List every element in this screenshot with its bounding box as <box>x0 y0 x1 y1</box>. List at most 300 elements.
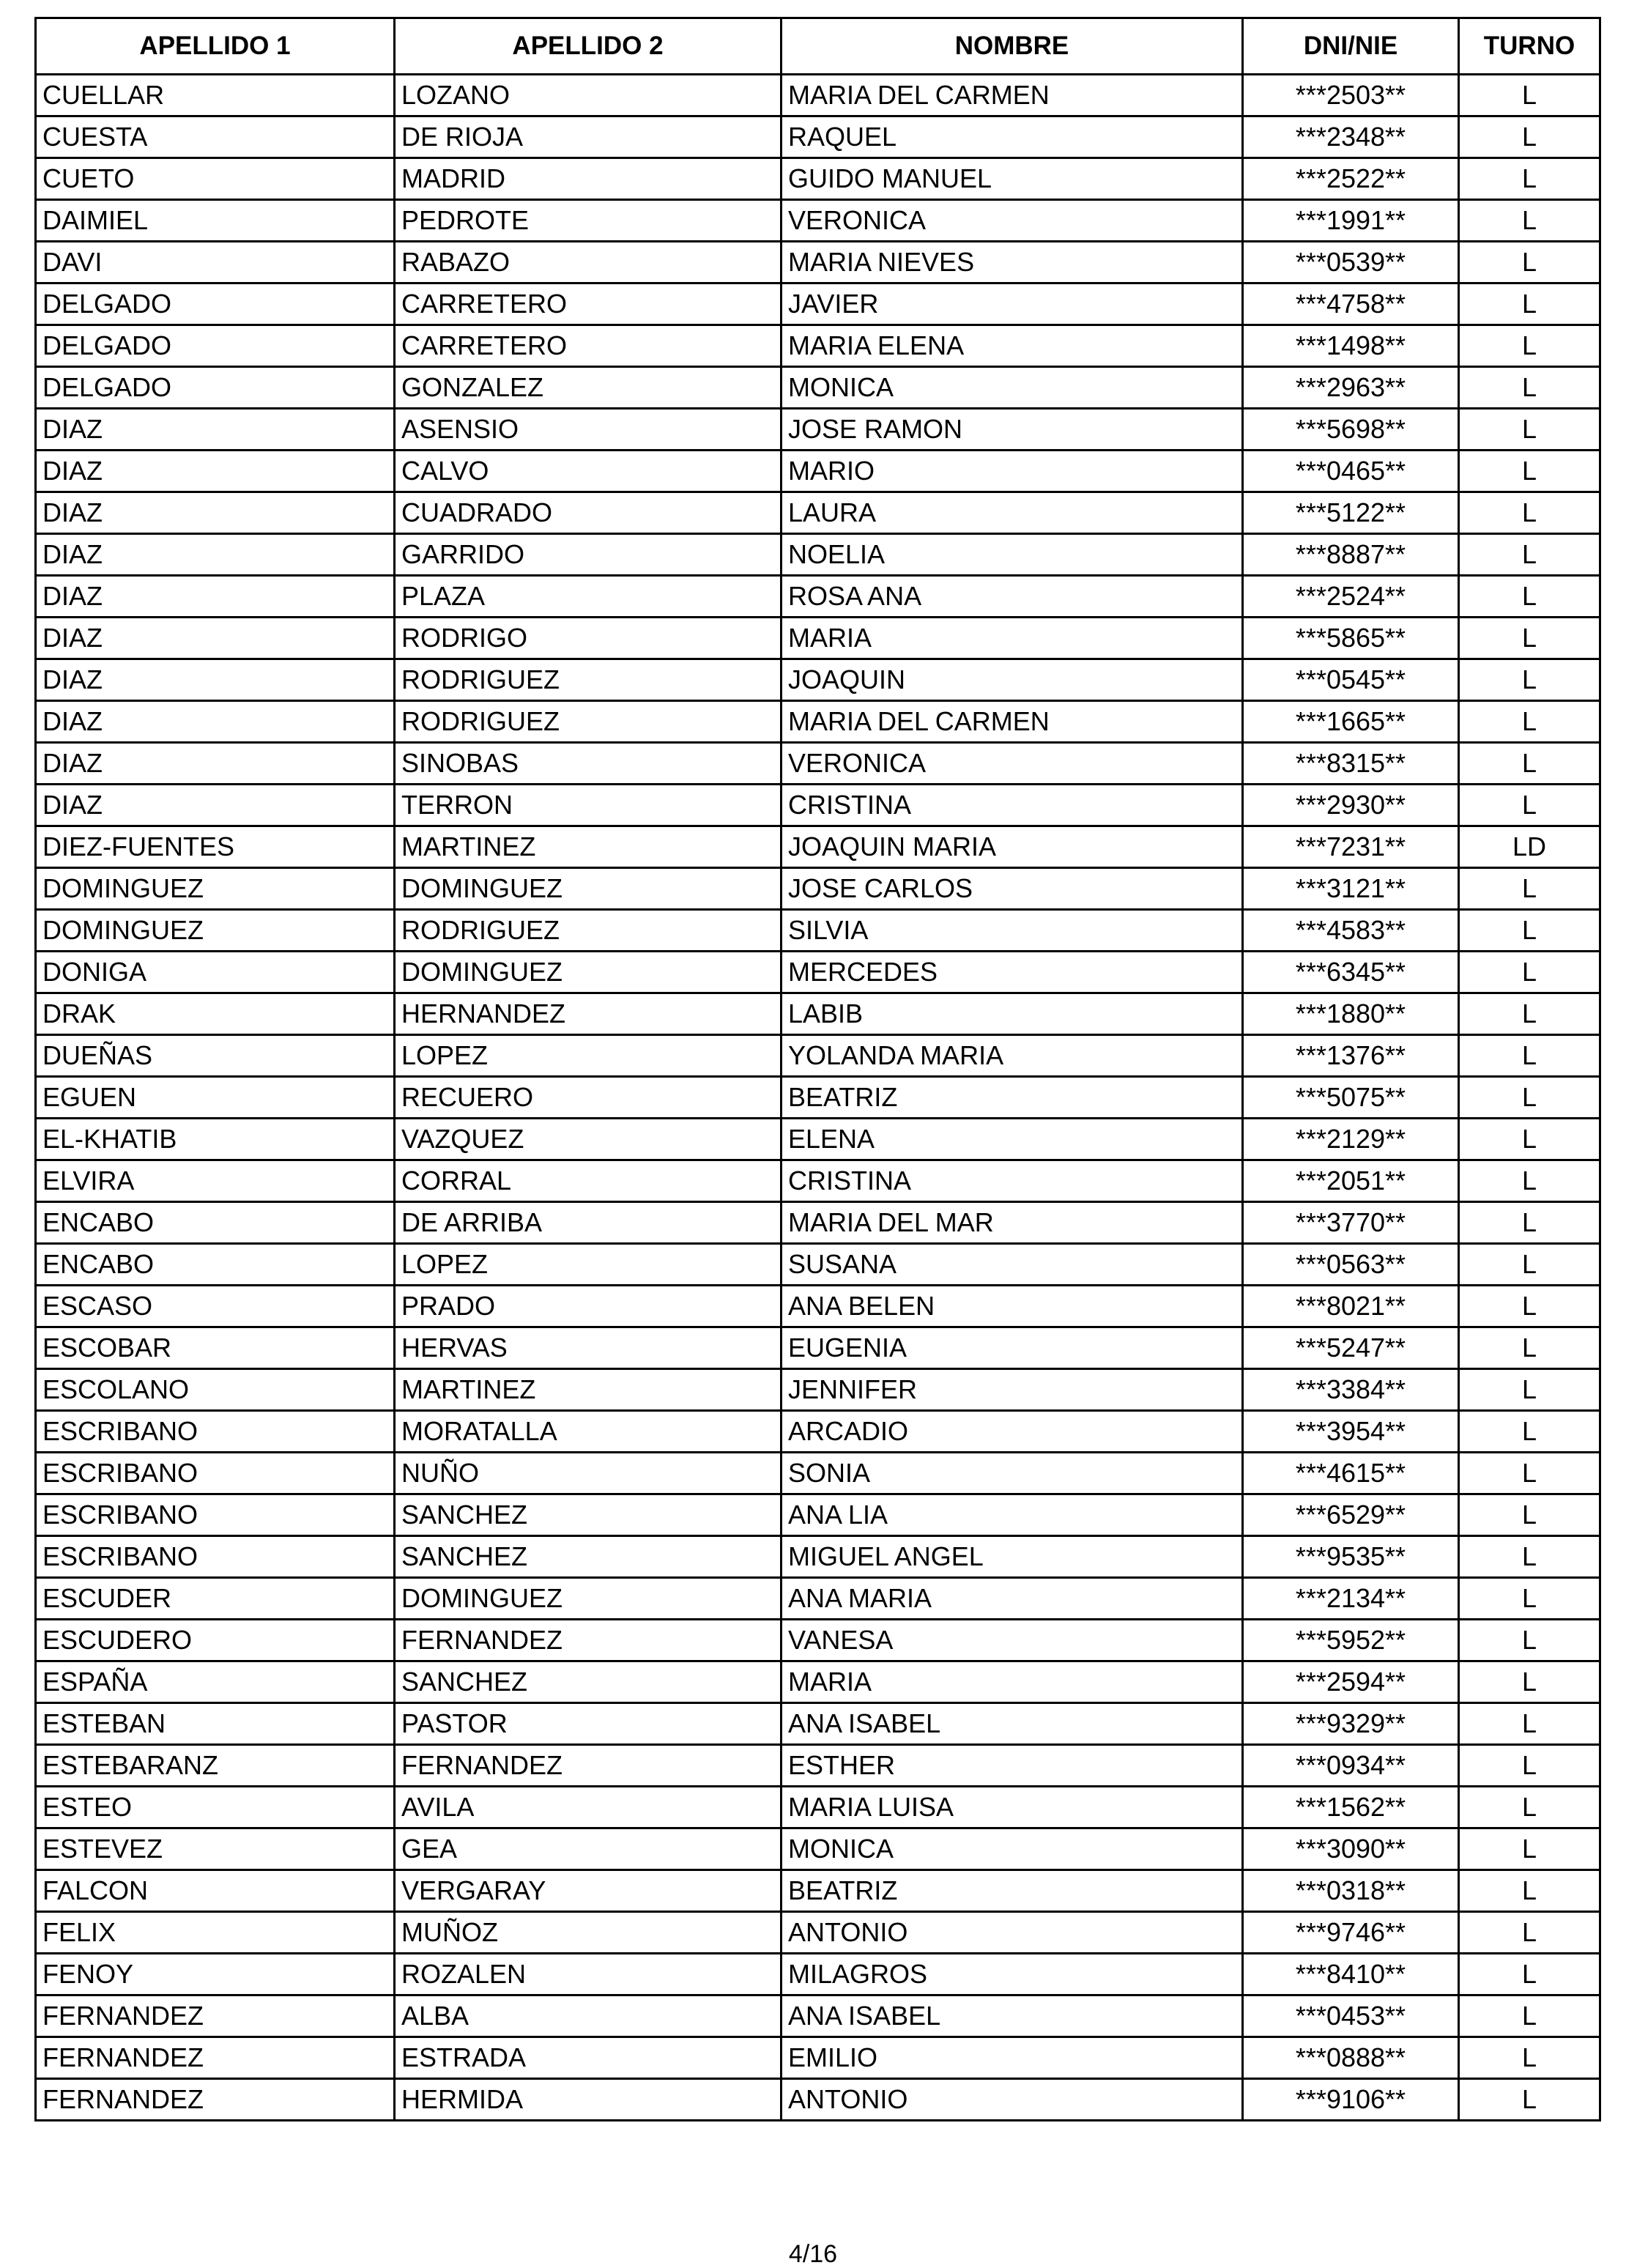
cell-apellido2: CALVO <box>395 451 782 492</box>
cell-turno: L <box>1459 1870 1600 1912</box>
cell-dni-nie: ***3770** <box>1243 1202 1459 1244</box>
cell-apellido1: CUETO <box>36 158 395 200</box>
cell-nombre: EUGENIA <box>782 1327 1243 1369</box>
header-apellido1: APELLIDO 1 <box>36 18 395 75</box>
cell-turno: LD <box>1459 826 1600 868</box>
cell-turno: L <box>1459 743 1600 785</box>
page-number: 4/16 <box>788 2240 838 2268</box>
cell-turno: L <box>1459 2079 1600 2121</box>
cell-nombre: JAVIER <box>782 284 1243 325</box>
table-row <box>36 1536 1600 1578</box>
cell-dni-nie: ***2594** <box>1243 1661 1459 1703</box>
cell-apellido1: FELIX <box>36 1912 395 1954</box>
cell-nombre: EMILIO <box>782 2037 1243 2079</box>
cell-turno: L <box>1459 200 1600 242</box>
cell-dni-nie: ***2129** <box>1243 1119 1459 1160</box>
cell-apellido2: VAZQUEZ <box>395 1119 782 1160</box>
roster-table <box>34 17 1601 2121</box>
cell-nombre: GUIDO MANUEL <box>782 158 1243 200</box>
cell-apellido2: PEDROTE <box>395 200 782 242</box>
cell-apellido2: RECUERO <box>395 1077 782 1119</box>
table-row <box>36 1578 1600 1620</box>
table-row <box>36 952 1600 993</box>
cell-turno: L <box>1459 576 1600 618</box>
cell-apellido1: ESCOBAR <box>36 1327 395 1369</box>
cell-dni-nie: ***8315** <box>1243 743 1459 785</box>
cell-dni-nie: ***2051** <box>1243 1160 1459 1202</box>
table-row <box>36 284 1600 325</box>
cell-turno: L <box>1459 2037 1600 2079</box>
cell-apellido1: DELGADO <box>36 325 395 367</box>
cell-apellido1: ESCUDER <box>36 1578 395 1620</box>
table-row <box>36 1327 1600 1369</box>
cell-apellido2: AVILA <box>395 1787 782 1828</box>
cell-apellido1: DRAK <box>36 993 395 1035</box>
cell-turno: L <box>1459 993 1600 1035</box>
cell-dni-nie: ***3090** <box>1243 1828 1459 1870</box>
table-row <box>36 1870 1600 1912</box>
table-row <box>36 910 1600 952</box>
cell-dni-nie: ***3384** <box>1243 1369 1459 1411</box>
cell-turno: L <box>1459 1787 1600 1828</box>
cell-turno: L <box>1459 1494 1600 1536</box>
cell-turno: L <box>1459 1286 1600 1327</box>
cell-nombre: MARIA LUISA <box>782 1787 1243 1828</box>
cell-apellido2: PRADO <box>395 1286 782 1327</box>
cell-turno: L <box>1459 785 1600 826</box>
cell-turno: L <box>1459 75 1600 116</box>
cell-nombre: ELENA <box>782 1119 1243 1160</box>
cell-nombre: BEATRIZ <box>782 1870 1243 1912</box>
cell-apellido1: DELGADO <box>36 284 395 325</box>
cell-apellido1: DELGADO <box>36 367 395 409</box>
cell-dni-nie: ***0563** <box>1243 1244 1459 1286</box>
cell-dni-nie: ***0318** <box>1243 1870 1459 1912</box>
cell-apellido2: DOMINGUEZ <box>395 952 782 993</box>
cell-nombre: ARCADIO <box>782 1411 1243 1453</box>
cell-dni-nie: ***9746** <box>1243 1912 1459 1954</box>
cell-nombre: MONICA <box>782 367 1243 409</box>
table-row <box>36 325 1600 367</box>
cell-nombre: LAURA <box>782 492 1243 534</box>
cell-dni-nie: ***5952** <box>1243 1620 1459 1661</box>
table-row <box>36 618 1600 659</box>
cell-nombre: ANTONIO <box>782 2079 1243 2121</box>
cell-turno: L <box>1459 910 1600 952</box>
cell-dni-nie: ***2503** <box>1243 75 1459 116</box>
cell-apellido2: RODRIGUEZ <box>395 701 782 743</box>
table-row <box>36 1411 1600 1453</box>
cell-turno: L <box>1459 952 1600 993</box>
cell-apellido1: DIAZ <box>36 785 395 826</box>
table-row <box>36 158 1600 200</box>
cell-dni-nie: ***0539** <box>1243 242 1459 284</box>
cell-dni-nie: ***5247** <box>1243 1327 1459 1369</box>
cell-nombre: ROSA ANA <box>782 576 1243 618</box>
cell-turno: L <box>1459 1578 1600 1620</box>
cell-apellido1: ESCRIBANO <box>36 1494 395 1536</box>
cell-turno: L <box>1459 284 1600 325</box>
cell-apellido1: ESCASO <box>36 1286 395 1327</box>
cell-apellido2: VERGARAY <box>395 1870 782 1912</box>
cell-apellido2: FERNANDEZ <box>395 1620 782 1661</box>
cell-dni-nie: ***3121** <box>1243 868 1459 910</box>
cell-dni-nie: ***2522** <box>1243 158 1459 200</box>
cell-turno: L <box>1459 116 1600 158</box>
cell-turno: L <box>1459 1035 1600 1077</box>
cell-turno: L <box>1459 367 1600 409</box>
cell-apellido2: LOZANO <box>395 75 782 116</box>
cell-apellido2: HERNANDEZ <box>395 993 782 1035</box>
table-row <box>36 1912 1600 1954</box>
cell-turno: L <box>1459 1536 1600 1578</box>
cell-turno: L <box>1459 1411 1600 1453</box>
cell-nombre: MARIO <box>782 451 1243 492</box>
cell-nombre: VERONICA <box>782 200 1243 242</box>
cell-turno: L <box>1459 158 1600 200</box>
cell-apellido2: ROZALEN <box>395 1954 782 1995</box>
cell-apellido1: DIAZ <box>36 409 395 451</box>
cell-dni-nie: ***0453** <box>1243 1995 1459 2037</box>
cell-dni-nie: ***0934** <box>1243 1745 1459 1787</box>
cell-apellido2: CARRETERO <box>395 284 782 325</box>
table-row <box>36 1160 1600 1202</box>
cell-apellido2: SANCHEZ <box>395 1661 782 1703</box>
cell-dni-nie: ***5122** <box>1243 492 1459 534</box>
cell-turno: L <box>1459 492 1600 534</box>
cell-dni-nie: ***5865** <box>1243 618 1459 659</box>
cell-nombre: YOLANDA MARIA <box>782 1035 1243 1077</box>
cell-turno: L <box>1459 1954 1600 1995</box>
cell-nombre: SUSANA <box>782 1244 1243 1286</box>
cell-dni-nie: ***9329** <box>1243 1703 1459 1745</box>
cell-apellido1: EL-KHATIB <box>36 1119 395 1160</box>
cell-apellido2: GARRIDO <box>395 534 782 576</box>
cell-apellido1: FENOY <box>36 1954 395 1995</box>
table-row <box>36 659 1600 701</box>
table-row <box>36 576 1600 618</box>
table-row <box>36 743 1600 785</box>
cell-apellido1: CUELLAR <box>36 75 395 116</box>
cell-dni-nie: ***1991** <box>1243 200 1459 242</box>
table-row <box>36 1077 1600 1119</box>
table-row <box>36 1954 1600 1995</box>
cell-apellido1: ENCABO <box>36 1202 395 1244</box>
cell-dni-nie: ***2348** <box>1243 116 1459 158</box>
cell-nombre: ANA BELEN <box>782 1286 1243 1327</box>
cell-apellido1: ESCRIBANO <box>36 1411 395 1453</box>
cell-dni-nie: ***8887** <box>1243 534 1459 576</box>
cell-apellido2: DE ARRIBA <box>395 1202 782 1244</box>
cell-apellido1: ENCABO <box>36 1244 395 1286</box>
cell-apellido2: RODRIGO <box>395 618 782 659</box>
cell-nombre: ANA LIA <box>782 1494 1243 1536</box>
cell-dni-nie: ***1376** <box>1243 1035 1459 1077</box>
table-row <box>36 367 1600 409</box>
cell-nombre: LABIB <box>782 993 1243 1035</box>
cell-dni-nie: ***3954** <box>1243 1411 1459 1453</box>
cell-apellido1: FALCON <box>36 1870 395 1912</box>
cell-turno: L <box>1459 1661 1600 1703</box>
cell-apellido1: ESCRIBANO <box>36 1536 395 1578</box>
cell-nombre: SILVIA <box>782 910 1243 952</box>
cell-apellido2: CARRETERO <box>395 325 782 367</box>
cell-nombre: MARIA <box>782 618 1243 659</box>
cell-apellido1: ESTEO <box>36 1787 395 1828</box>
cell-apellido1: DIAZ <box>36 618 395 659</box>
cell-apellido1: DIAZ <box>36 534 395 576</box>
table-row <box>36 409 1600 451</box>
cell-dni-nie: ***2930** <box>1243 785 1459 826</box>
table-row <box>36 1035 1600 1077</box>
cell-apellido1: FERNANDEZ <box>36 2037 395 2079</box>
table-row <box>36 1244 1600 1286</box>
cell-apellido2: PASTOR <box>395 1703 782 1745</box>
cell-apellido1: ELVIRA <box>36 1160 395 1202</box>
cell-apellido2: NUÑO <box>395 1453 782 1494</box>
table-row <box>36 1286 1600 1327</box>
cell-apellido2: HERVAS <box>395 1327 782 1369</box>
cell-dni-nie: ***2134** <box>1243 1578 1459 1620</box>
cell-apellido1: DUEÑAS <box>36 1035 395 1077</box>
table-row <box>36 1494 1600 1536</box>
cell-dni-nie: ***5075** <box>1243 1077 1459 1119</box>
cell-nombre: JENNIFER <box>782 1369 1243 1411</box>
cell-dni-nie: ***0545** <box>1243 659 1459 701</box>
cell-apellido2: CUADRADO <box>395 492 782 534</box>
cell-apellido2: TERRON <box>395 785 782 826</box>
cell-apellido2: DE RIOJA <box>395 116 782 158</box>
cell-apellido1: DONIGA <box>36 952 395 993</box>
cell-apellido2: RABAZO <box>395 242 782 284</box>
cell-dni-nie: ***7231** <box>1243 826 1459 868</box>
cell-dni-nie: ***1665** <box>1243 701 1459 743</box>
cell-apellido1: ESPAÑA <box>36 1661 395 1703</box>
cell-nombre: CRISTINA <box>782 785 1243 826</box>
cell-apellido2: ASENSIO <box>395 409 782 451</box>
table-row <box>36 1369 1600 1411</box>
table-row <box>36 75 1600 116</box>
table-row <box>36 1828 1600 1870</box>
cell-apellido2: SANCHEZ <box>395 1494 782 1536</box>
cell-apellido1: ESTEBARANZ <box>36 1745 395 1787</box>
cell-turno: L <box>1459 1912 1600 1954</box>
cell-dni-nie: ***9106** <box>1243 2079 1459 2121</box>
cell-dni-nie: ***8410** <box>1243 1954 1459 1995</box>
cell-dni-nie: ***1498** <box>1243 325 1459 367</box>
cell-apellido1: ESTEBAN <box>36 1703 395 1745</box>
cell-turno: L <box>1459 1995 1600 2037</box>
table-body <box>36 75 1600 2121</box>
cell-dni-nie: ***4583** <box>1243 910 1459 952</box>
cell-apellido1: FERNANDEZ <box>36 1995 395 2037</box>
cell-nombre: NOELIA <box>782 534 1243 576</box>
table-row <box>36 492 1600 534</box>
table-row <box>36 1119 1600 1160</box>
table-row <box>36 242 1600 284</box>
cell-dni-nie: ***1562** <box>1243 1787 1459 1828</box>
cell-dni-nie: ***4615** <box>1243 1453 1459 1494</box>
table-row <box>36 1202 1600 1244</box>
table-row <box>36 2079 1600 2121</box>
cell-turno: L <box>1459 325 1600 367</box>
cell-nombre: ANA ISABEL <box>782 1703 1243 1745</box>
cell-turno: L <box>1459 701 1600 743</box>
cell-turno: L <box>1459 451 1600 492</box>
header-row <box>36 18 1600 75</box>
cell-dni-nie: ***2963** <box>1243 367 1459 409</box>
cell-apellido1: ESCRIBANO <box>36 1453 395 1494</box>
cell-apellido2: FERNANDEZ <box>395 1745 782 1787</box>
table-row <box>36 993 1600 1035</box>
cell-dni-nie: ***1880** <box>1243 993 1459 1035</box>
cell-apellido2: SANCHEZ <box>395 1536 782 1578</box>
cell-apellido2: DOMINGUEZ <box>395 1578 782 1620</box>
cell-turno: L <box>1459 242 1600 284</box>
table-row <box>36 1453 1600 1494</box>
cell-dni-nie: ***9535** <box>1243 1536 1459 1578</box>
table-row <box>36 701 1600 743</box>
cell-nombre: BEATRIZ <box>782 1077 1243 1119</box>
cell-turno: L <box>1459 868 1600 910</box>
cell-turno: L <box>1459 534 1600 576</box>
cell-apellido1: EGUEN <box>36 1077 395 1119</box>
cell-nombre: MARIA DEL CARMEN <box>782 75 1243 116</box>
cell-nombre: MARIA DEL MAR <box>782 1202 1243 1244</box>
table-row <box>36 116 1600 158</box>
cell-apellido2: LOPEZ <box>395 1244 782 1286</box>
table-row <box>36 1620 1600 1661</box>
cell-dni-nie: ***6529** <box>1243 1494 1459 1536</box>
cell-apellido1: DOMINGUEZ <box>36 868 395 910</box>
cell-apellido1: DIAZ <box>36 451 395 492</box>
table-row <box>36 1745 1600 1787</box>
cell-turno: L <box>1459 1244 1600 1286</box>
table-row <box>36 451 1600 492</box>
cell-nombre: MARIA NIEVES <box>782 242 1243 284</box>
cell-apellido2: CORRAL <box>395 1160 782 1202</box>
cell-apellido1: ESTEVEZ <box>36 1828 395 1870</box>
cell-nombre: MIGUEL ANGEL <box>782 1536 1243 1578</box>
cell-apellido1: DIAZ <box>36 701 395 743</box>
table-row <box>36 1703 1600 1745</box>
cell-apellido2: GONZALEZ <box>395 367 782 409</box>
table-row <box>36 868 1600 910</box>
cell-nombre: RAQUEL <box>782 116 1243 158</box>
cell-nombre: ANA ISABEL <box>782 1995 1243 2037</box>
cell-turno: L <box>1459 1453 1600 1494</box>
cell-turno: L <box>1459 1202 1600 1244</box>
cell-turno: L <box>1459 1620 1600 1661</box>
cell-turno: L <box>1459 1327 1600 1369</box>
cell-turno: L <box>1459 1160 1600 1202</box>
cell-apellido1: DIAZ <box>36 576 395 618</box>
cell-nombre: JOAQUIN <box>782 659 1243 701</box>
cell-apellido1: DAVI <box>36 242 395 284</box>
cell-apellido1: FERNANDEZ <box>36 2079 395 2121</box>
cell-nombre: VERONICA <box>782 743 1243 785</box>
cell-nombre: SONIA <box>782 1453 1243 1494</box>
cell-turno: L <box>1459 1703 1600 1745</box>
table-row <box>36 200 1600 242</box>
cell-apellido1: CUESTA <box>36 116 395 158</box>
table-row <box>36 1995 1600 2037</box>
cell-turno: L <box>1459 1077 1600 1119</box>
cell-apellido1: DIAZ <box>36 743 395 785</box>
header-dni-nie: DNI/NIE <box>1243 18 1459 75</box>
cell-turno: L <box>1459 659 1600 701</box>
cell-apellido2: MARTINEZ <box>395 826 782 868</box>
cell-dni-nie: ***4758** <box>1243 284 1459 325</box>
cell-dni-nie: ***2524** <box>1243 576 1459 618</box>
cell-nombre: MARIA DEL CARMEN <box>782 701 1243 743</box>
table-row <box>36 826 1600 868</box>
cell-turno: L <box>1459 1745 1600 1787</box>
cell-dni-nie: ***0465** <box>1243 451 1459 492</box>
table-row <box>36 785 1600 826</box>
header-nombre: NOMBRE <box>782 18 1243 75</box>
cell-turno: L <box>1459 1119 1600 1160</box>
cell-apellido2: MUÑOZ <box>395 1912 782 1954</box>
cell-nombre: MERCEDES <box>782 952 1243 993</box>
cell-apellido2: MADRID <box>395 158 782 200</box>
header-apellido2: APELLIDO 2 <box>395 18 782 75</box>
table-row <box>36 1661 1600 1703</box>
cell-nombre: JOSE CARLOS <box>782 868 1243 910</box>
cell-dni-nie: ***8021** <box>1243 1286 1459 1327</box>
cell-apellido1: ESCUDERO <box>36 1620 395 1661</box>
header-turno: TURNO <box>1459 18 1600 75</box>
cell-apellido2: DOMINGUEZ <box>395 868 782 910</box>
cell-dni-nie: ***6345** <box>1243 952 1459 993</box>
cell-apellido2: MARTINEZ <box>395 1369 782 1411</box>
cell-apellido1: DAIMIEL <box>36 200 395 242</box>
cell-apellido2: LOPEZ <box>395 1035 782 1077</box>
cell-nombre: ANA MARIA <box>782 1578 1243 1620</box>
cell-nombre: MARIA ELENA <box>782 325 1243 367</box>
cell-apellido1: DOMINGUEZ <box>36 910 395 952</box>
cell-dni-nie: ***0888** <box>1243 2037 1459 2079</box>
cell-nombre: JOSE RAMON <box>782 409 1243 451</box>
cell-apellido2: ESTRADA <box>395 2037 782 2079</box>
cell-apellido2: MORATALLA <box>395 1411 782 1453</box>
cell-turno: L <box>1459 1828 1600 1870</box>
cell-nombre: CRISTINA <box>782 1160 1243 1202</box>
cell-apellido2: ALBA <box>395 1995 782 2037</box>
table-row <box>36 1787 1600 1828</box>
cell-apellido2: SINOBAS <box>395 743 782 785</box>
cell-nombre: VANESA <box>782 1620 1243 1661</box>
cell-nombre: ESTHER <box>782 1745 1243 1787</box>
cell-nombre: MARIA <box>782 1661 1243 1703</box>
cell-turno: L <box>1459 618 1600 659</box>
cell-turno: L <box>1459 1369 1600 1411</box>
cell-apellido2: RODRIGUEZ <box>395 910 782 952</box>
cell-nombre: ANTONIO <box>782 1912 1243 1954</box>
table-row <box>36 2037 1600 2079</box>
table-row <box>36 534 1600 576</box>
cell-apellido1: ESCOLANO <box>36 1369 395 1411</box>
cell-apellido2: HERMIDA <box>395 2079 782 2121</box>
cell-apellido1: DIAZ <box>36 492 395 534</box>
cell-apellido1: DIAZ <box>36 659 395 701</box>
cell-turno: L <box>1459 409 1600 451</box>
cell-nombre: MONICA <box>782 1828 1243 1870</box>
cell-nombre: MILAGROS <box>782 1954 1243 1995</box>
cell-nombre: JOAQUIN MARIA <box>782 826 1243 868</box>
cell-apellido2: RODRIGUEZ <box>395 659 782 701</box>
cell-apellido2: PLAZA <box>395 576 782 618</box>
